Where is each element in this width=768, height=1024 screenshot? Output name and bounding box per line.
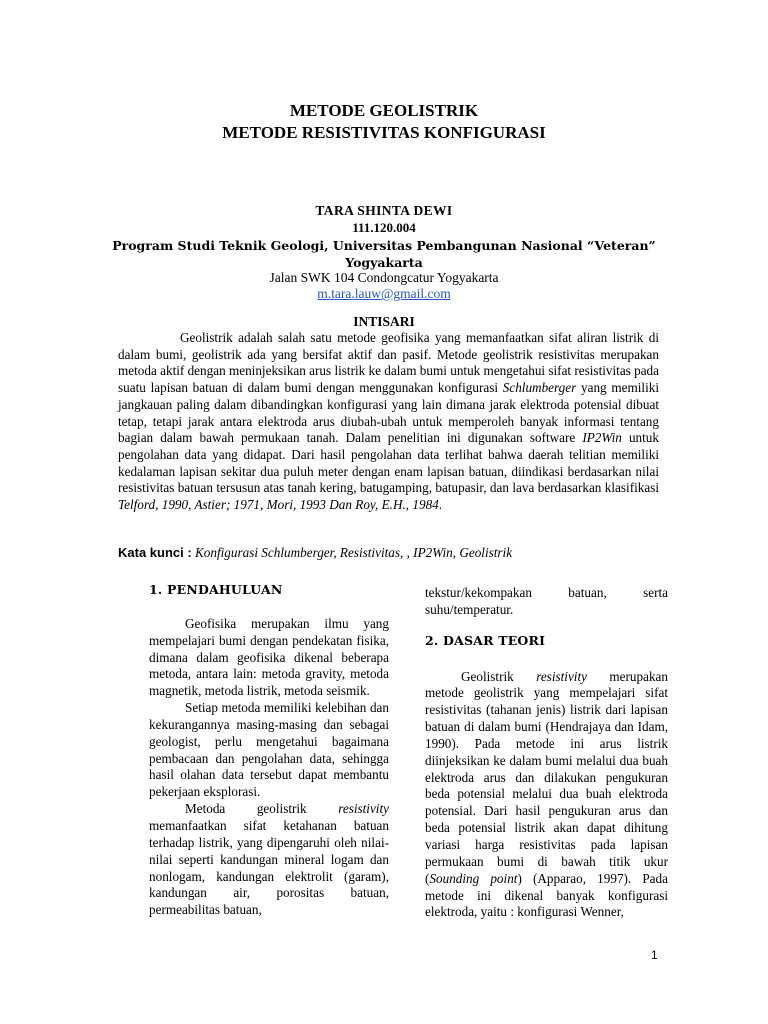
section-1-p3-text-a: Metoda geolistrik (185, 801, 339, 817)
section-2-heading: 2. DASAR TEORI (425, 632, 546, 648)
author-email-line (0, 285, 768, 302)
keywords (118, 544, 678, 561)
section-2-text-c: ) (Apparao, 1997). Pada metode ini dikenal banyak konfigurasi elektroda, yaitu : konfigurasi Wenner, (425, 870, 668, 920)
left-column (149, 582, 389, 919)
author-email-link[interactable]: m.tara.lauw@gmail.com (317, 286, 451, 301)
spacer (149, 599, 389, 616)
author-name: TARA SHINTA DEWI (315, 203, 453, 218)
section-1-paragraph-3 (149, 801, 389, 919)
section-1-paragraph-2: Setiap metoda memiliki kelebihan dan kekurangannya masing-masing dan sebagai geologist, perlu mengetahui bagaimana pembacaan dan pengolahan data, sehingga hasil olahan data tersebut dapat membantu pekerjaan eksplorasi. (149, 700, 389, 800)
abstract-body (118, 330, 659, 514)
section-2-text-a: Geolistrik (461, 668, 537, 684)
author-institution: Program Studi Teknik Geologi, Universitas Pembangunan Nasional “Veteran” (112, 238, 656, 253)
section-1-paragraph-1: Geofisika merupakan ilmu yang mempelajari bumi dengan pendekatan fisika, dimana dalam geofisika dikenal beberapa metoda, antara lain: metoda gravity, metoda magnetik, metoda listrik, metoda seismik. (149, 615, 389, 699)
right-column (425, 585, 668, 921)
section-1-p3-emphasis: resistivity (338, 801, 389, 817)
section-2-emphasis-1: resistivity (536, 668, 587, 684)
spacer (425, 619, 668, 633)
title-line-1: METODE GEOLISTRIK (289, 101, 479, 120)
abstract-emphasis-3: Telford, 1990, Astier; 1971, Mori, 1993 Dan Roy, E.H., 1984 (118, 497, 439, 513)
abstract-text-1: Geolistrik adalah salah satu metode geofisika yang memanfaatkan sifat aliran listrik di dalam bumi, geolistrik ada yang bersifat aktif dan pasif. Metode geolistrik resistivitas merupakan metoda aktif dengan meninjeksikan arus listrik ke dalam bumi untuk mengetahui sifat resistivitas pada suatu lapisan batuan di dalam bumi dengan menggunakan konfigurasi (118, 330, 659, 396)
abstract-heading: INTISARI (353, 314, 415, 329)
author-city: Yogyakarta (345, 255, 423, 270)
section-2-emphasis-2: Sounding point (429, 870, 518, 886)
keywords-text: Konfigurasi Schlumberger, Resistivitas, , IP2Win, Geolistrik (194, 545, 513, 560)
section-1-heading: 1. PENDAHULUAN (149, 582, 283, 597)
section-2-paragraph-1 (425, 669, 668, 922)
section-1-p3-text-b: memanfaatkan sifat ketahanan batuan terhadap listrik, yang dipengaruhi oleh nilai-nilai seperti kandungan mineral logam dan nonlogam, kandungan elektrolit (garam), kandungan air, porositas batuan, permeabilitas batuan, (149, 817, 389, 918)
abstract-emphasis-2: IP2Win (582, 430, 622, 446)
author-address: Jalan SWK 104 Condongcatur Yogyakarta (269, 270, 499, 285)
section-1-continuation: tekstur/kekompakan batuan, serta suhu/temperatur. (425, 585, 668, 617)
author-nim: 111.120.004 (352, 220, 416, 235)
abstract-text-2: yang memiliki jangkauan paling dalam dibandingkan konfigurasi yang lain dimana jarak elektroda potensial dibuat tetap, tetapi jarak antara elektroda arus diubah-ubah untuk memperoleh banyak informasi tentang bagian dalam bawah permukaan tanah. Dalam penelitian ini digunakan software (118, 380, 659, 446)
page-number: 1 (651, 948, 658, 962)
section-2-text-b: merupakan metode geolistrik yang mempelajari sifat resistivitas (tahanan jenis) listrik dari lapisan batuan di dalam bumi (Hendrajaya dan Idam, 1990). Pada metode ini arus listrik diinjeksikan ke dalam bumi melalui dua buah elektroda arus dan dilakukan pengukuran beda potensial melalui dua buah elektroda potensial. Dari hasil pengukuran arus dan beda potensial listrik akan dapat dihitung variasi harga resistivitas pada lapisan permukaan bumi di bawah titik ukur ( (425, 668, 668, 886)
abstract-emphasis-1: Schlumberger (502, 380, 577, 396)
abstract-text-4: . (438, 497, 443, 513)
abstract-text-3: untuk pengolahan data yang didapat. Dari hasil pengolahan data terlihat bahwa daerah telitian memiliki kedalaman lapisan sekitar dua puluh meter dengan enam lapisan batuan, diindikasi berdasarkan nilai resistivitas batuan tersusun atas tanah kering, batugamping, batupasir, dan lava berdasarkan klasifikasi (118, 430, 659, 496)
title-line-2: METODE RESISTIVITAS KONFIGURASI (222, 123, 546, 142)
keywords-label: Kata kunci : (118, 545, 192, 560)
spacer (425, 650, 668, 669)
